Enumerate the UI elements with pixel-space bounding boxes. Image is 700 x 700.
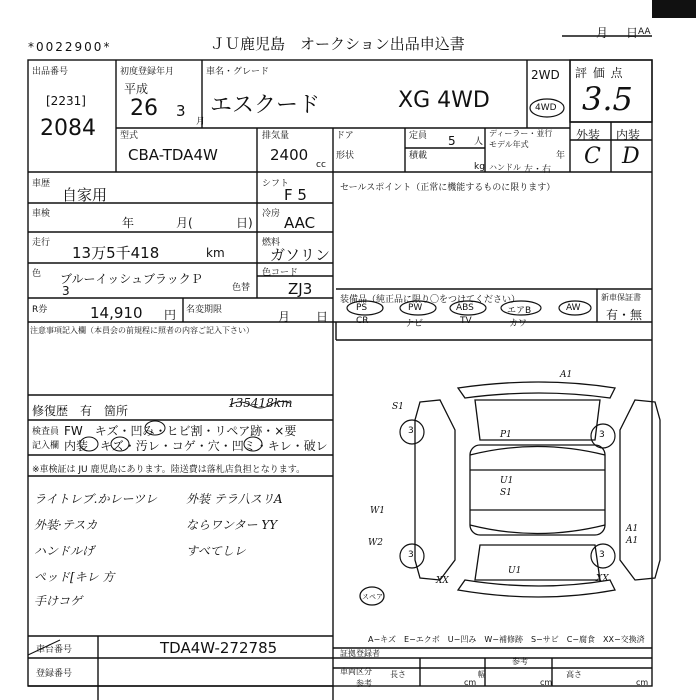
hand-note-left-3: ハンドルげ bbox=[34, 544, 95, 558]
codes-legend: A−キズ E−エクボ U−凹み W−補修跡 S−サビ C−腐食 XX−交換済 bbox=[368, 635, 645, 644]
equip-leather: カワ bbox=[509, 319, 528, 329]
score-label: 評 価 点 bbox=[575, 66, 624, 80]
handle-label: ハンドル bbox=[489, 163, 521, 172]
diag-note-u1-rear: U1 bbox=[508, 566, 522, 576]
corner-black-mark bbox=[652, 0, 696, 18]
equip-navi: ナビ bbox=[405, 319, 424, 329]
chassis-value: TDA4W-272785 bbox=[160, 639, 278, 657]
height-label: 高さ bbox=[566, 670, 582, 679]
type-code-value: CBA-TDA4W bbox=[128, 146, 218, 164]
inspection-year: 年 bbox=[122, 216, 135, 230]
lot-number: 2084 bbox=[40, 116, 96, 141]
registration-year: 26 bbox=[130, 96, 158, 121]
sales-point-label: セールスポイント（正常に機能するものに限ります） bbox=[340, 183, 556, 193]
dealer-label: ディーラー・並行 bbox=[489, 129, 553, 138]
equip-abs: ABS bbox=[456, 303, 474, 313]
chassis-label: 車台番号 bbox=[36, 645, 73, 655]
reg-date-label: 証拠登録者 bbox=[340, 649, 380, 658]
model-year-unit: 年 bbox=[556, 151, 566, 161]
form-title: ＪＵ鹿児島 オークション出品申込書 bbox=[210, 35, 465, 53]
drive-4wd: 4WD bbox=[535, 103, 557, 113]
recycle-unit: 円 bbox=[164, 308, 177, 322]
shape-label: 形状 bbox=[336, 151, 355, 161]
capacity-unit: 人 bbox=[474, 137, 484, 147]
hand-note-left-1: ライトレブ.かレーツレ bbox=[34, 492, 157, 506]
displacement-unit: cc bbox=[316, 160, 326, 170]
capacity-value: 5 bbox=[448, 134, 456, 148]
diag-note-w2: W2 bbox=[368, 538, 383, 548]
hand-note-left-2: 外装·テスカ bbox=[34, 518, 98, 532]
legend-line2: 内装 キズ・汚レ・コゲ・穴・凹ミ・キレ・破レ bbox=[64, 439, 328, 453]
hand-note-left-5: 手けコゲ bbox=[34, 594, 83, 608]
warranty-value: 有・無 bbox=[606, 308, 643, 322]
displacement-value: 2400 bbox=[270, 146, 309, 164]
exterior-grade: C bbox=[584, 144, 601, 169]
km-note: 135418km bbox=[228, 396, 293, 410]
fuel-label: 燃料 bbox=[262, 238, 281, 248]
color-value: ブルーイッシュブラックＰ bbox=[60, 272, 203, 286]
length-label: 長さ bbox=[390, 670, 406, 679]
inspection-month: 月( bbox=[176, 216, 193, 230]
model-label: 車名・グレード bbox=[206, 67, 270, 77]
diag-note-xx-left: XX bbox=[436, 576, 449, 586]
fuel-value: ガソリン bbox=[270, 246, 331, 264]
diag-note-xx-right: XX bbox=[596, 574, 609, 584]
diag-note-a1-right2: A1 bbox=[626, 536, 639, 546]
interior-label: 内装 bbox=[616, 128, 641, 142]
hand-note-right-3: すべてしレ bbox=[186, 544, 246, 558]
vehicle-type-label: 車両区分 bbox=[340, 667, 372, 676]
shift-label: シフト bbox=[262, 179, 290, 189]
recycle-value: 14,910 bbox=[90, 304, 143, 322]
doors-label: ドア bbox=[336, 131, 354, 141]
aircon-value: AAC bbox=[284, 214, 316, 232]
reference-label-2: 参考 bbox=[356, 679, 372, 688]
equip-cr: CR bbox=[356, 316, 369, 326]
model-year-label: モデル年式 bbox=[489, 140, 529, 149]
diag-wheel-rr: 3 bbox=[599, 550, 605, 560]
capacity-label: 定員 bbox=[409, 131, 428, 141]
name-change-day: 日 bbox=[316, 310, 329, 324]
cm-label-height: cm bbox=[636, 678, 649, 687]
barcode-serial: *0022900* bbox=[28, 40, 112, 54]
hand-note-right-1: 外装 テラ八スリA bbox=[186, 492, 283, 506]
equip-tv: TV bbox=[460, 316, 472, 326]
diag-note-w1: W1 bbox=[370, 506, 385, 516]
legend-line2-label: 記入欄 bbox=[32, 441, 60, 451]
model-grade: XG 4WD bbox=[398, 88, 490, 113]
legend-line1: FW キズ・凹み・ヒビ割・リペア跡・×要 bbox=[64, 424, 297, 438]
warranty-label: 新車保証書 bbox=[601, 293, 641, 302]
diag-wheel-fr: 3 bbox=[599, 430, 605, 440]
registration-month: 3 bbox=[176, 102, 186, 120]
diag-spare-label: スペア bbox=[362, 593, 383, 601]
repair-label: 修復歴 bbox=[32, 404, 69, 418]
diag-note-s1-left: S1 bbox=[392, 402, 404, 412]
type-code-label: 型式 bbox=[120, 131, 139, 141]
color-value-2: 3 bbox=[62, 284, 70, 298]
width-label: 幅 bbox=[478, 670, 486, 679]
color-tone-label: 色替 bbox=[232, 283, 251, 293]
load-unit: kg bbox=[474, 162, 485, 172]
day-label: 日 bbox=[626, 26, 639, 40]
diag-wheel-rl: 3 bbox=[408, 550, 414, 560]
diag-note-u1: U1 bbox=[500, 476, 514, 486]
mileage-label: 走行 bbox=[32, 238, 51, 248]
inspection-label: 車検 bbox=[32, 209, 51, 219]
reg-number-label: 登録番号 bbox=[36, 669, 73, 679]
lot-label: 出品番号 bbox=[32, 67, 69, 77]
equip-ps: PS bbox=[356, 303, 368, 313]
recycle-label: R券 bbox=[32, 305, 48, 315]
mileage-unit: km bbox=[206, 246, 225, 260]
repair-value: 有 箇所 bbox=[80, 404, 129, 418]
reference-label-1: 参考 bbox=[512, 657, 528, 666]
name-change-month: 月 bbox=[278, 310, 291, 324]
inspection-day: 日) bbox=[236, 216, 253, 230]
interior-grade: D bbox=[622, 144, 640, 169]
load-label: 積載 bbox=[409, 151, 428, 161]
diag-note-p1: P1 bbox=[500, 430, 512, 440]
drive-2wd: 2WD bbox=[531, 68, 560, 82]
mileage-value: 13万5千418 bbox=[72, 244, 160, 262]
equipment-label: 装備品（純正品に限り〇をつけてください） bbox=[340, 295, 521, 305]
lot-small-number: [2231] bbox=[46, 94, 86, 108]
diag-note-a1-right: A1 bbox=[626, 524, 639, 534]
diag-wheel-fl: 3 bbox=[408, 426, 414, 436]
diag-note-s1-center: S1 bbox=[500, 488, 512, 498]
hand-note-left-4: ペッド[キレ 方 bbox=[34, 570, 115, 584]
equip-airbag: エアB bbox=[507, 306, 532, 316]
registration-label: 初度登録年月 bbox=[120, 67, 175, 77]
shift-value: F 5 bbox=[284, 186, 307, 204]
exterior-label: 外装 bbox=[576, 128, 601, 142]
name-change-label: 名変期限 bbox=[186, 305, 223, 315]
aircon-label: 冷房 bbox=[262, 209, 281, 219]
cm-label-length: cm bbox=[464, 678, 477, 687]
equip-aw: AW bbox=[566, 303, 581, 313]
model-name: エスクード bbox=[210, 93, 321, 118]
aa-label: AA bbox=[638, 27, 651, 37]
color-code-value: ZJ3 bbox=[288, 280, 313, 298]
diag-note-a1-top: A1 bbox=[560, 370, 573, 380]
month-label: 月 bbox=[596, 26, 609, 40]
score-value: 3.5 bbox=[582, 80, 633, 118]
equip-pw: PW bbox=[408, 303, 423, 313]
disclaimer: ※車検証は JU 鹿児島にあります。陸送費は落札店負担となります。 bbox=[32, 465, 306, 475]
legend-line1-label: 検査員 bbox=[32, 427, 60, 437]
cm-label-width: cm bbox=[540, 678, 553, 687]
notes-label: 注意事項記入欄（本員会の前規程に照者の内容ご記入下さい） bbox=[30, 326, 254, 335]
registration-era: 平成 bbox=[124, 82, 149, 96]
history-value: 自家用 bbox=[62, 186, 108, 204]
handle-options: 左・右 bbox=[524, 165, 552, 175]
registration-month-unit: 月 bbox=[196, 117, 206, 127]
displacement-label: 排気量 bbox=[262, 131, 290, 141]
color-label: 色 bbox=[32, 269, 42, 279]
color-code-label: 色コード bbox=[262, 268, 299, 278]
hand-note-right-2: ならワンター YY bbox=[186, 518, 278, 532]
history-label: 車歴 bbox=[32, 179, 51, 189]
